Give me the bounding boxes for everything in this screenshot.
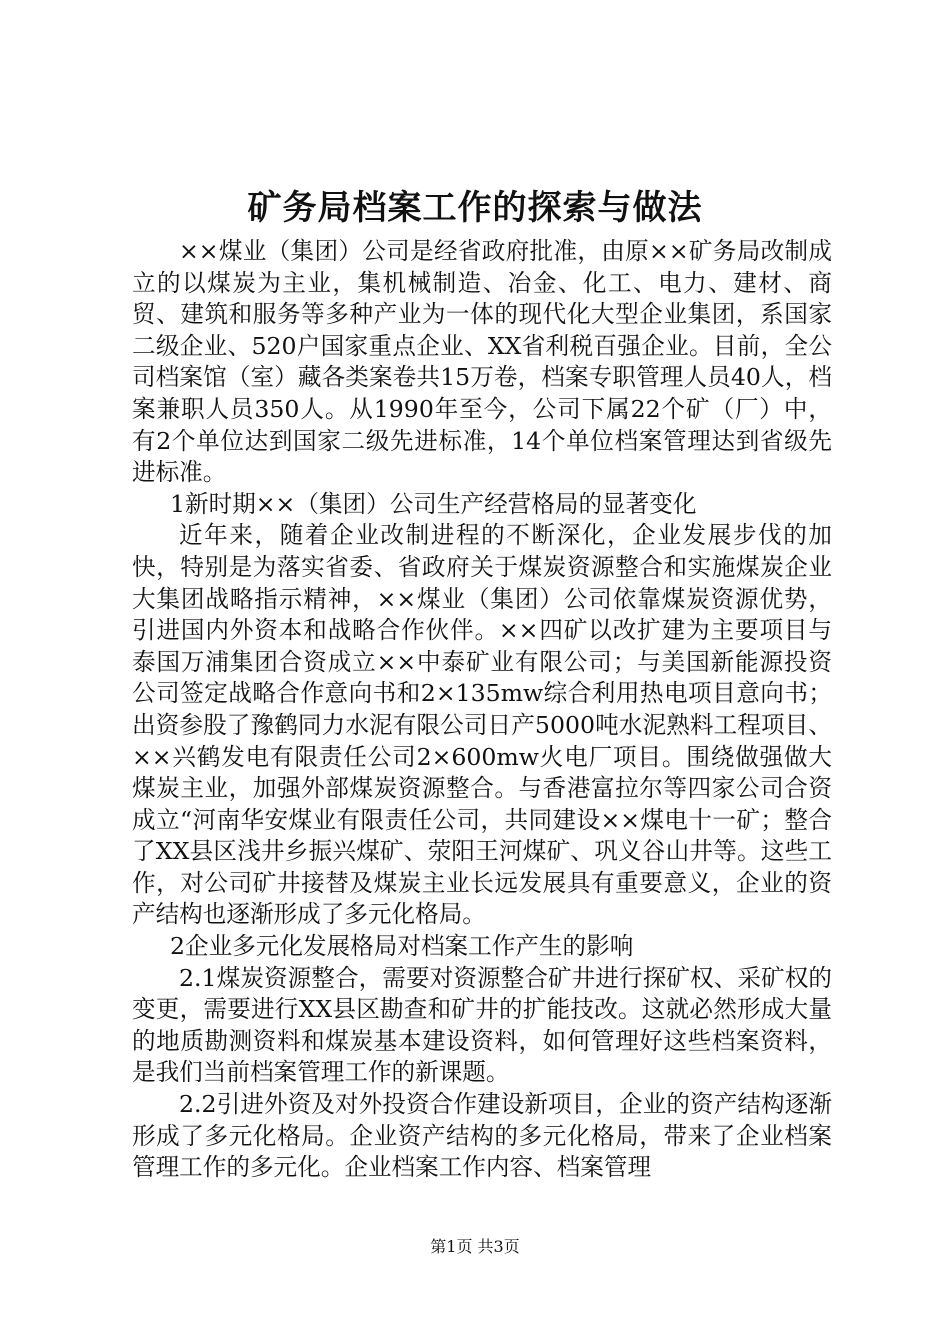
document-body: [132, 236, 832, 1184]
paragraph-2-1: 2.1煤炭资源整合，需要对资源整合矿井进行探矿权、采矿权的变更，需要进行XX县区勘查和矿井的扩能技改。这就必然形成大量的地质勘测资料和煤炭基本建设资料，如何管理好这些档案资料，是我们当前档案管理工作的新课题。: [132, 963, 832, 1087]
section-heading-1: 1新时期××（集团）公司生产经营格局的显著变化: [170, 489, 697, 518]
page-footer: 第1页 共3页: [430, 1237, 520, 1256]
paragraph-section-1: 近年来，随着企业改制进程的不断深化，企业发展步伐的加快，特别是为落实省委、省政府关于煤炭资源整合和实施煤炭企业大集团战略指示精神，××煤业（集团）公司依靠煤炭资源优势，引进国内外资本和战略合作伙伴。××四矿以改扩建为主要项目与泰国万浦集团合资成立××中泰矿业有限公司；与美国新能源投资公司签定战略合作意向书和2×135mw综合利用热电项目意向书；出资参股了豫鹤同力水泥有限公司日产5000吨水泥熟料工程项目、××兴鹤发电有限责任公司2×600mw火电厂项目。围绕做强做大煤炭主业，加强外部煤炭资源整合。与香港富拉尔等四家公司合资成立“河南华安煤业有限责任公司，共同建设××煤电十一矿；整合了XX县区浅井乡振兴煤矿、荥阳王河煤矿、巩义谷山井等。这些工作，对公司矿井接替及煤炭主业长远发展具有重要意义，企业的资产结构也逐渐形成了多元化格局。: [132, 521, 832, 929]
document-title: 矿务局档案工作的探索与做法: [247, 188, 703, 228]
paragraph-2-2: 2.2引进外资及对外投资合作建设新项目，企业的资产结构逐渐形成了多元化格局。企业资产结构的多元化格局，带来了企业档案管理工作的多元化。企业档案工作内容、档案管理: [132, 1090, 832, 1182]
paragraph-intro: ××煤业（集团）公司是经省政府批准，由原××矿务局改制成立的以煤炭为主业，集机械制造、冶金、化工、电力、建材、商贸、建筑和服务等多种产业为一体的现代化大型企业集团，系国家二级企业、520户国家重点企业、XX省利税百强企业。目前，全公司档案馆（室）藏各类案卷共15万卷，档案专职管理人员40人，档案兼职人员350人。从1990年至今，公司下属22个矿（厂）中，有2个单位达到国家二级先进标准，14个单位档案管理达到省级先进标准。: [132, 237, 832, 487]
section-heading-2: 2企业多元化发展格局对档案工作产生的影响: [170, 932, 634, 961]
